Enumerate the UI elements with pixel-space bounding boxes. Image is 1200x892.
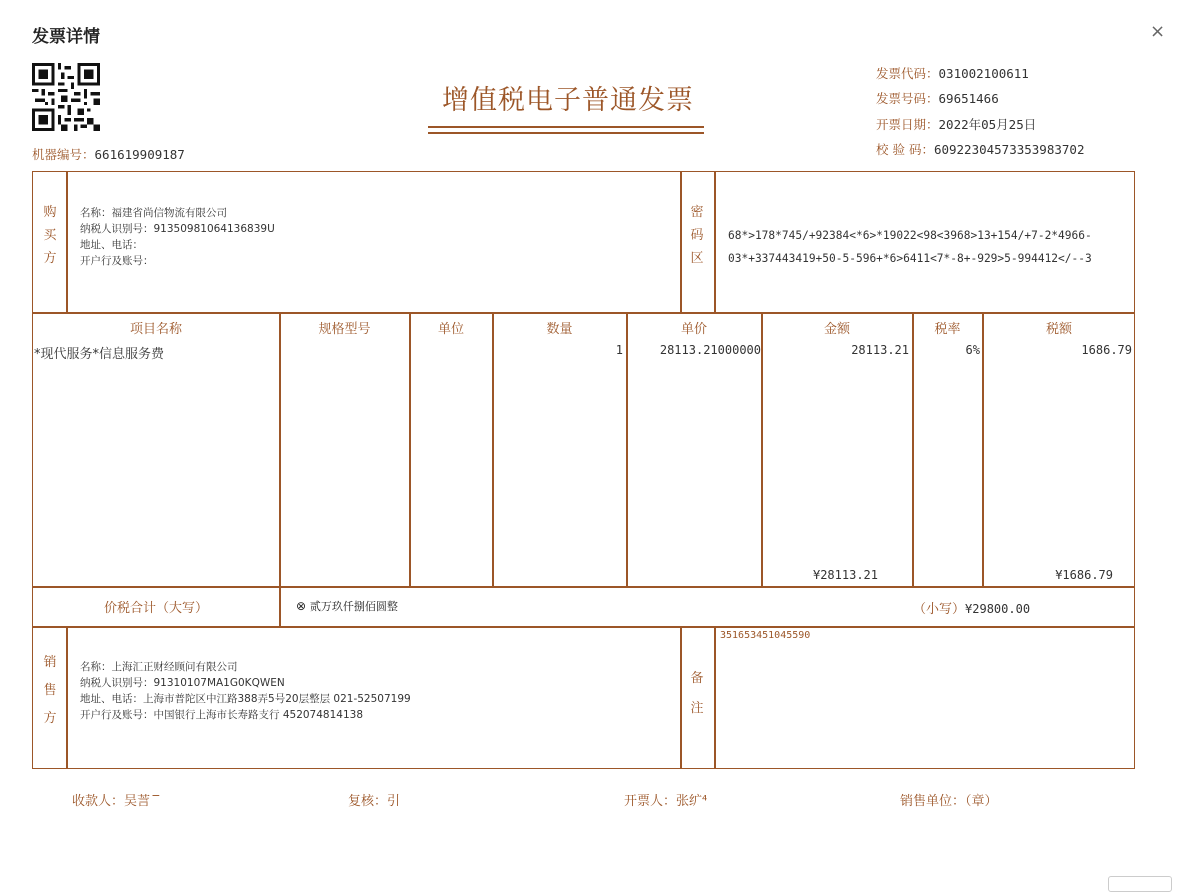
col-header-rate: 税率 [934, 322, 961, 337]
meta-value: 60922304573353983702 [933, 142, 1085, 157]
corner-button[interactable] [1108, 876, 1172, 892]
side-char: 码 [690, 228, 704, 243]
seller-address: 地址、电话：上海市普陀区中江路388弄5号20层整层 021-52507199 [80, 693, 411, 705]
machine-number [32, 145, 185, 163]
item-price: 28113.21000000 [659, 343, 761, 357]
cipher-line: 68*>178*745/+92384<*6>*19022<98<3968>13+154/+7-2*4966- [728, 229, 1092, 242]
remark-divider-left [680, 626, 682, 769]
side-char: 购 [43, 205, 57, 220]
col-header-tax: 税额 [1045, 322, 1072, 337]
cipher-side-label [686, 206, 708, 265]
cipher-text [728, 224, 1092, 270]
seller-info [80, 659, 411, 723]
side-char: 售 [43, 683, 57, 698]
column-divider [409, 312, 411, 587]
grand-total-label: 价税合计（大写） [103, 601, 208, 616]
total-amount: ¥28113.21 [812, 568, 878, 582]
meta-value: 69651466 [938, 91, 999, 106]
side-char: 注 [690, 701, 704, 716]
col-header-spec: 规格型号 [318, 322, 371, 337]
drawer: 开票人：张纩⁴ [624, 794, 708, 809]
item-rate: 6% [965, 343, 980, 357]
item-tax: 1686.79 [1081, 343, 1132, 357]
check-code [876, 142, 1084, 158]
meta-value: 031002100611 [938, 66, 1029, 81]
side-char: 方 [43, 711, 57, 726]
invoice-title: 增值税电子普通发票 [442, 85, 694, 116]
column-divider [279, 312, 281, 587]
grand-total-words-text: 贰万玖仟捌佰圆整 [309, 600, 398, 613]
seller-bank: 开户行及账号：中国银行上海市长寿路支行 452074814138 [80, 709, 364, 721]
grand-total-small [913, 598, 1030, 617]
seller-unit: 销售单位：（章） [900, 794, 998, 809]
meta-value: 2022年05月25日 [938, 117, 1037, 132]
cross-circle-icon: ⊗ [296, 599, 307, 613]
side-char: 密 [690, 205, 704, 220]
remark-side-label [686, 672, 708, 715]
side-char: 销 [43, 655, 57, 670]
qr-code [32, 62, 100, 132]
meta-label: 发票号码： [876, 91, 939, 106]
buyer-bottom-rule [32, 312, 1135, 314]
items-bottom-rule [32, 586, 1135, 588]
grand-total-small-value: ¥29800.00 [965, 602, 1031, 616]
seller-divider [66, 626, 68, 769]
buyer-tax-id: 纳税人识别号：91350981064136839U [80, 223, 275, 235]
item-qty: 1 [615, 343, 623, 357]
machine-number-value: 661619909187 [94, 147, 185, 162]
total-divider [279, 586, 281, 627]
buyer-divider [66, 171, 68, 313]
title-underline-double [428, 132, 704, 134]
col-header-qty: 数量 [546, 322, 573, 337]
side-char: 方 [43, 251, 57, 266]
invoice-date [876, 117, 1036, 133]
seller-name: 名称：上海汇正财经顾问有限公司 [80, 661, 238, 673]
invoice-number [876, 91, 999, 107]
buyer-bank: 开户行及账号： [80, 255, 154, 267]
remark-text: 351653451045590 [720, 630, 811, 641]
reviewer: 复核：引 [348, 794, 401, 809]
side-char: 备 [690, 671, 704, 686]
cipher-line: 03*+337443419+50-5-596+*6>6411<7*-8+-929>5-994412</--3 [728, 252, 1092, 265]
total-tax: ¥1686.79 [1055, 568, 1113, 582]
cipher-divider-right [714, 171, 716, 313]
remark-divider-right [714, 626, 716, 769]
grand-total-small-label: （小写） [913, 602, 966, 617]
meta-label: 开票日期： [876, 117, 939, 132]
seller-tax-id: 纳税人识别号：91310107MA1G0KQWEN [80, 677, 285, 689]
side-char: 区 [690, 251, 704, 266]
col-header-unit: 单位 [437, 322, 464, 337]
payee: 收款人：吴䓂 ‾ [72, 794, 160, 809]
meta-label: 校 验 码： [876, 142, 934, 157]
grand-total-words [296, 598, 398, 614]
col-header-price: 单价 [680, 322, 707, 337]
item-name: *现代服务*信息服务费 [34, 347, 165, 362]
total-bottom-rule [32, 626, 1135, 628]
col-header-name: 项目名称 [129, 322, 182, 337]
col-header-amount: 金额 [823, 322, 850, 337]
title-underline [428, 126, 704, 128]
seller-side-label [40, 656, 60, 725]
buyer-side-label [40, 206, 60, 265]
close-icon[interactable]: × [1150, 21, 1166, 42]
invoice-code [876, 66, 1029, 82]
meta-label: 发票代码： [876, 66, 939, 81]
buyer-name: 名称：福建省尚信物流有限公司 [80, 207, 227, 219]
side-char: 买 [43, 228, 57, 243]
dialog-title: 发票详情 [32, 27, 100, 47]
cipher-divider-left [680, 171, 682, 313]
item-amount: 28113.21 [851, 343, 909, 357]
machine-number-label: 机器编号： [32, 147, 95, 162]
buyer-info [80, 205, 275, 269]
buyer-address: 地址、电话： [80, 239, 143, 251]
